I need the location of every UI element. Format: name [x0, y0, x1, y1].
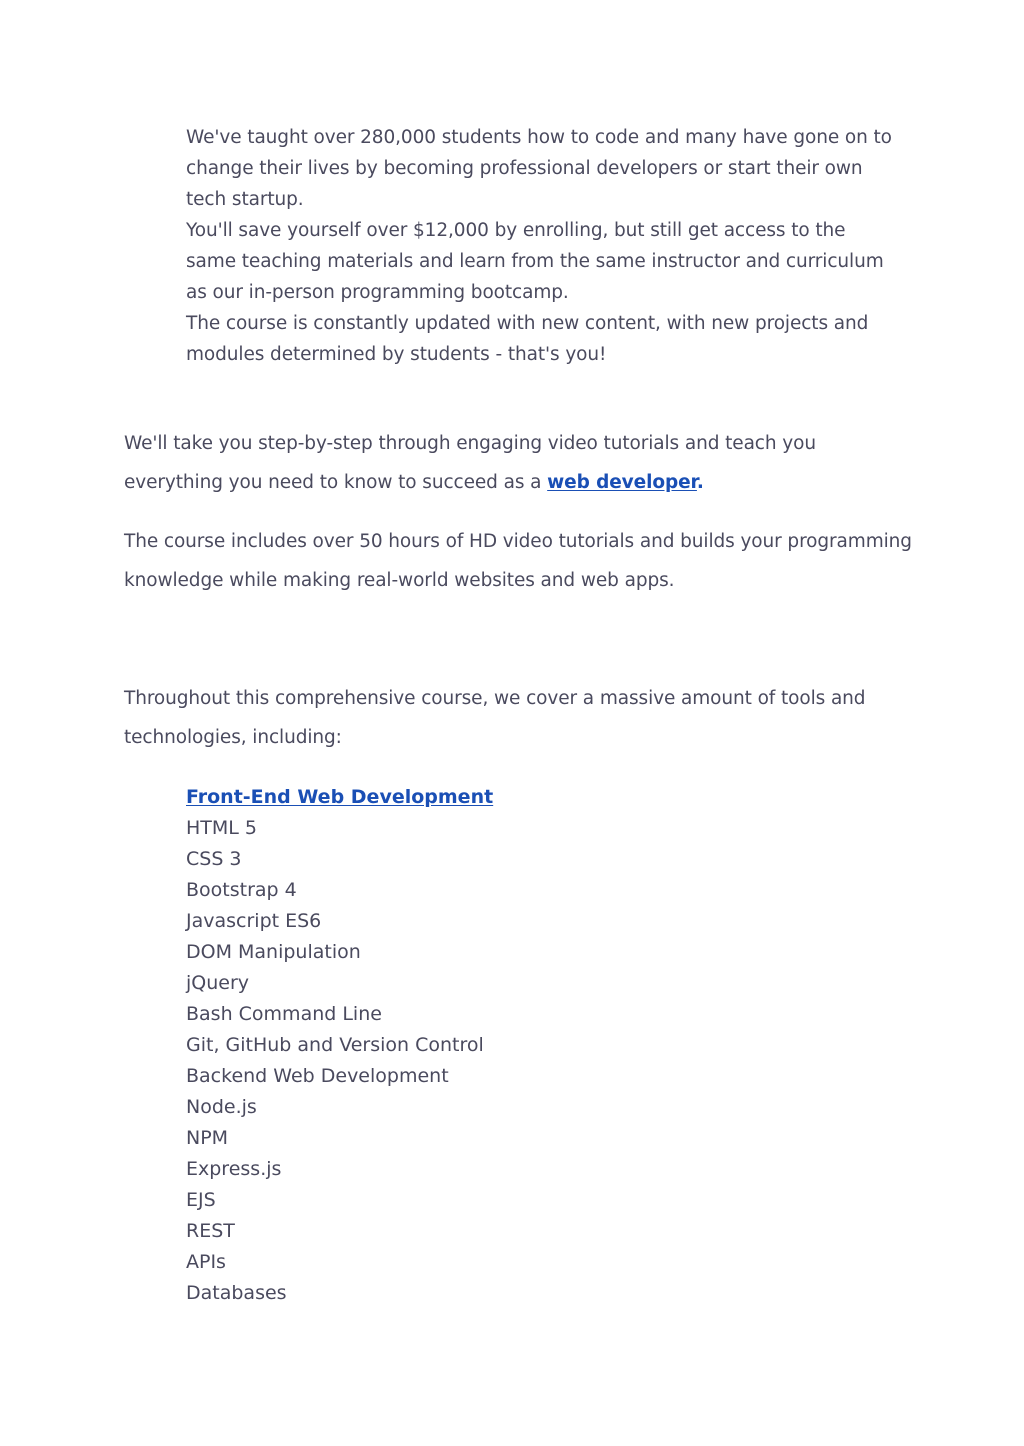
- list-item: Express.js: [186, 1158, 282, 1180]
- web-developer-link[interactable]: web developer: [547, 471, 697, 493]
- intro-line: The course is constantly updated with new content, with new projects and modules determined by students - that's you!: [186, 313, 869, 365]
- list-item: HTML 5: [186, 817, 257, 839]
- list-item: Node.js: [186, 1096, 257, 1118]
- intro-block: [186, 122, 896, 370]
- paragraph-text: We'll take you step-by-step through engaging video tutorials and teach you everything you need to know to succeed as a: [124, 433, 816, 493]
- list-item: EJS: [186, 1189, 216, 1211]
- list-item: Javascript ES6: [186, 910, 322, 932]
- list-item: DOM Manipulation: [186, 941, 361, 963]
- front-end-link[interactable]: Front-End Web Development: [186, 786, 494, 808]
- list-item: Backend Web Development: [186, 1065, 449, 1087]
- step-by-step-paragraph: [124, 425, 914, 502]
- list-item: REST: [186, 1220, 235, 1242]
- list-item: NPM: [186, 1127, 229, 1149]
- list-item: Bash Command Line: [186, 1003, 382, 1025]
- list-item: CSS 3: [186, 848, 242, 870]
- list-item: jQuery: [186, 972, 250, 994]
- list-item: Bootstrap 4: [186, 879, 297, 901]
- list-item: APIs: [186, 1251, 226, 1273]
- period-text: .: [696, 471, 704, 493]
- intro-line: We've taught over 280,000 students how to code and many have gone on to change their lives by becoming professional developers or start their own tech startup.: [186, 127, 892, 210]
- intro-line: You'll save yourself over $12,000 by enrolling, but still get access to the same teaching materials and learn from the same instructor and curriculum as our in-person programming bootcamp.: [186, 220, 884, 303]
- topic-list: [186, 782, 786, 1309]
- list-item: Git, GitHub and Version Control: [186, 1034, 484, 1056]
- list-item: Databases: [186, 1282, 287, 1304]
- technologies-intro-paragraph: Throughout this comprehensive course, we cover a massive amount of tools and technologies, including:: [124, 688, 866, 748]
- list-item: [186, 782, 786, 813]
- course-hours-paragraph: The course includes over 50 hours of HD video tutorials and builds your programming knowledge while making real-world websites and web apps.: [124, 531, 912, 591]
